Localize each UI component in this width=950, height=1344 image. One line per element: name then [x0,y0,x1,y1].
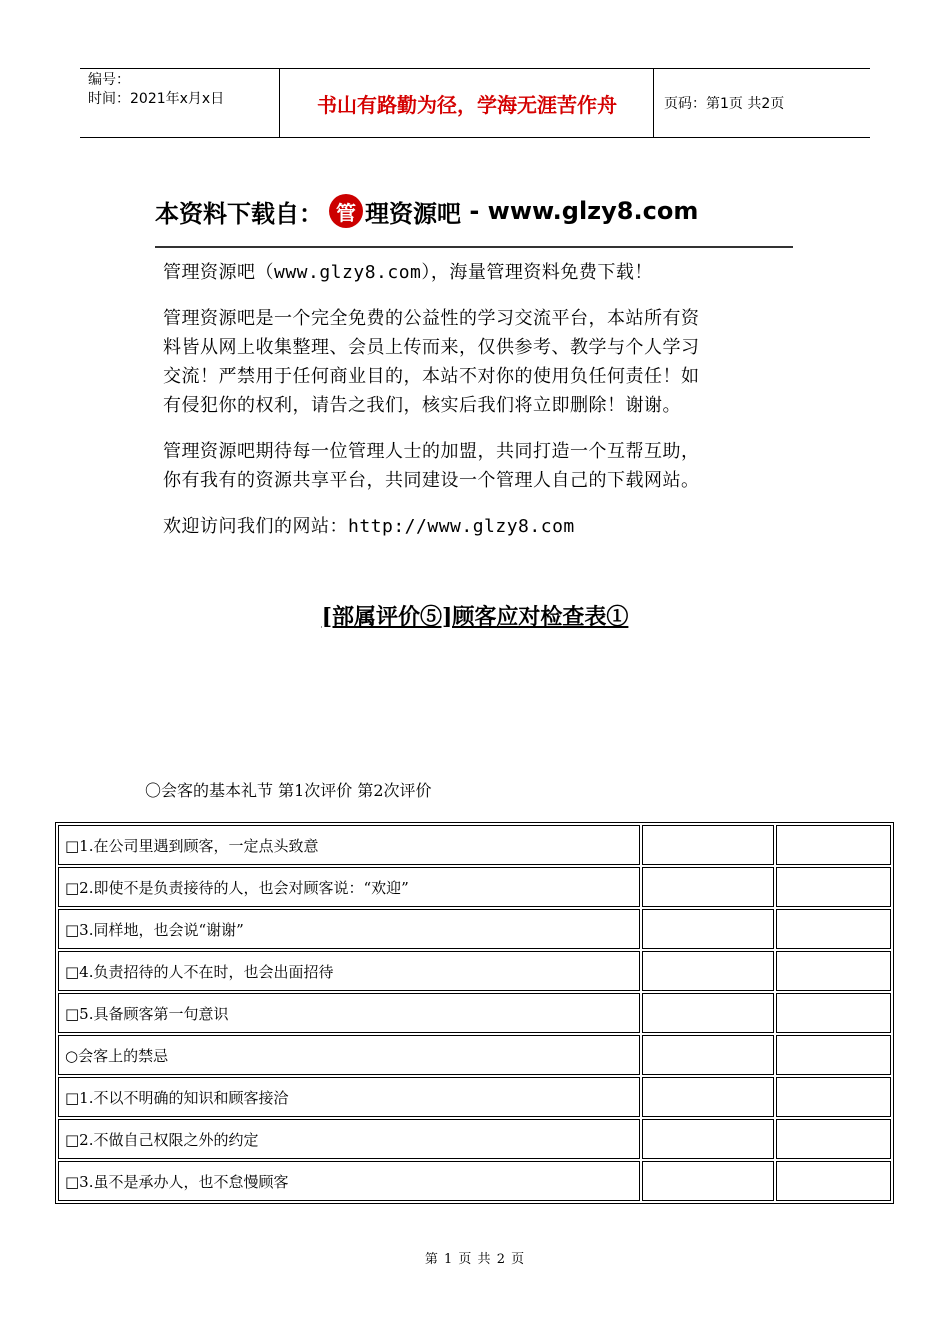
checklist-item: □5.具备顾客第一句意识 [58,993,640,1033]
first-evaluation-cell[interactable] [642,993,774,1033]
checklist-item: □2.不做自己权限之外的约定 [58,1119,640,1159]
first-evaluation-cell[interactable] [642,909,774,949]
checklist-table [55,822,894,1204]
notice-para-2-line-4: 有侵犯你的权利，请告之我们，核实后我们将立即删除！谢谢。 [163,395,681,416]
first-evaluation-cell[interactable] [642,825,774,865]
second-evaluation-cell[interactable] [776,1035,891,1075]
notice-para-2-line-2: 料皆从网上收集整理、会员上传而来，仅供参考、教学与个人学习 [163,337,700,358]
notice-para-3-line-1: 管理资源吧期待每一位管理人士的加盟，共同打造一个互帮互助， [163,441,700,462]
second-evaluation-cell[interactable] [776,825,891,865]
first-evaluation-cell[interactable] [642,867,774,907]
table-row [58,1077,891,1117]
first-evaluation-cell[interactable] [642,1119,774,1159]
header-motto: 书山有路勤为径，学海无涯苦作舟 [281,69,654,137]
notice-banner [155,188,795,234]
first-evaluation-cell[interactable] [642,1077,774,1117]
notice-para-2-line-3: 交流！严禁用于任何商业目的，本站不对你的使用负任何责任！如 [163,366,700,387]
checklist-item: □4.负责招待的人不在时，也会出面招待 [58,951,640,991]
checklist-item: □3.同样地，也会说“谢谢” [58,909,640,949]
site-name: 理资源吧 [365,199,461,228]
checklist-item: □3.虽不是承办人，也不怠慢顾客 [58,1161,640,1201]
table-row [58,951,891,991]
notice-prefix: 本资料下载自： [155,199,323,228]
table-row [58,1119,891,1159]
table-row [58,993,891,1033]
header-meta [80,69,280,137]
checklist-item: □1.不以不明确的知识和顾客接洽 [58,1077,640,1117]
second-evaluation-cell[interactable] [776,993,891,1033]
notice-para-1: 管理资源吧（www.glzy8.com），海量管理资料免费下载！ [163,262,653,283]
checklist-item: □1.在公司里遇到顾客，一定点头致意 [58,825,640,865]
first-evaluation-cell[interactable] [642,1161,774,1201]
site-logo-icon: 管 [329,194,363,228]
notice-para-4: 欢迎访问我们的网站：http://www.glzy8.com [163,516,575,537]
page-header [80,68,870,138]
header-page-info: 页码：第1页 共2页 [664,96,785,112]
document-title: [部属评价⑤]顾客应对检查表① [321,604,629,630]
notice-divider [155,246,793,248]
download-notice [155,188,795,541]
time-label: 时间：2021年x月x日 [88,91,225,107]
table-row [58,909,891,949]
checklist-item: □2.即使不是负责接待的人，也会对顾客说：“欢迎” [58,867,640,907]
first-evaluation-cell[interactable] [642,1035,774,1075]
table-row [58,825,891,865]
table-row [58,1035,891,1075]
second-evaluation-cell[interactable] [776,867,891,907]
table-row [58,1161,891,1201]
second-evaluation-cell[interactable] [776,1119,891,1159]
first-evaluation-cell[interactable] [642,951,774,991]
second-evaluation-cell[interactable] [776,909,891,949]
second-evaluation-cell[interactable] [776,951,891,991]
notice-para-3-line-2: 你有我有的资源共享平台，共同建设一个管理人自己的下载网站。 [163,470,700,491]
page-footer: 第 1 页 共 2 页 [424,1252,526,1267]
second-evaluation-cell[interactable] [776,1077,891,1117]
second-evaluation-cell[interactable] [776,1161,891,1201]
notice-para-2-line-1: 管理资源吧是一个完全免费的公益性的学习交流平台，本站所有资 [163,308,700,329]
checklist-section-heading: ○会客上的禁忌 [58,1035,640,1075]
section-subtitle: 〇会客的基本礼节 第1次评价 第2次评价 [145,781,432,800]
number-label: 编号： [88,72,130,88]
site-url: - www.glzy8.com [461,197,699,225]
table-row [58,867,891,907]
